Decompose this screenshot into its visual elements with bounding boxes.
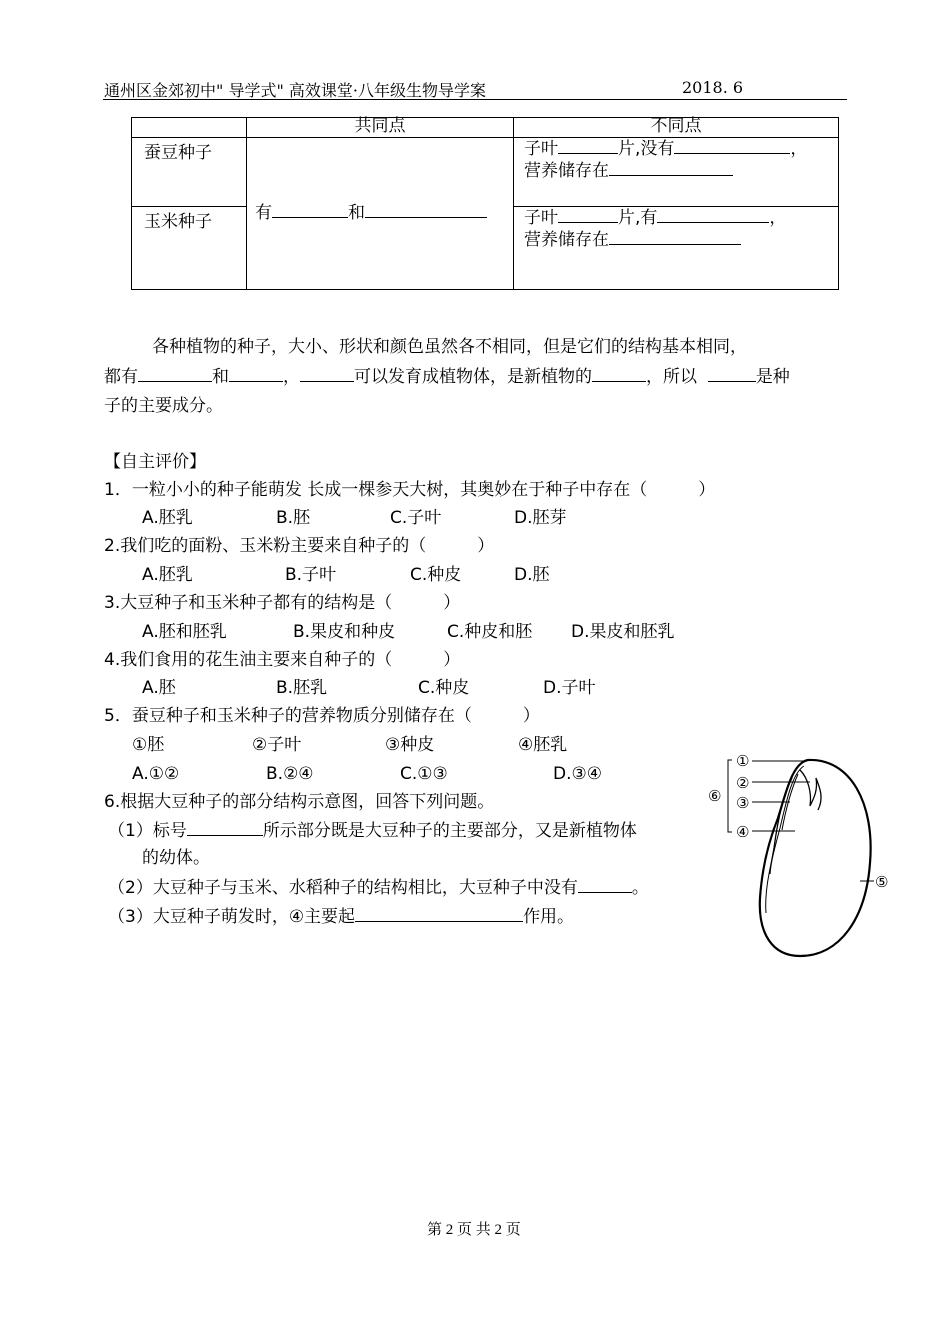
q5-part-1: ①胚 (132, 735, 165, 755)
question-3: 3.大豆种子和玉米种子都有的结构是（ ） (104, 593, 461, 613)
q6-3-blank[interactable] (355, 906, 523, 922)
row-label-broadbean: 蚕豆种子 (132, 138, 247, 207)
plumule (800, 770, 821, 810)
q3-option-a[interactable]: A.胚和胚乳 (142, 622, 227, 642)
q6-1-blank[interactable] (187, 820, 263, 836)
para-blank-1[interactable] (138, 366, 212, 382)
broadbean-cotyledon-count-blank[interactable] (558, 138, 618, 154)
q3-option-c[interactable]: C.种皮和胚 (447, 622, 533, 642)
paragraph-line-1: 各种植物的种子，大小、形状和颜色虽然各不相同，但是它们的结构基本相同， (152, 337, 747, 357)
common-cell: 有 和 (247, 138, 514, 290)
para-blank-3[interactable] (300, 366, 354, 382)
q1-option-d[interactable]: D.胚芽 (514, 508, 567, 528)
col-diff-header: 不同点 (514, 118, 839, 138)
q4-option-d[interactable]: D.子叶 (543, 678, 596, 698)
q3-option-d[interactable]: D.果皮和胚乳 (571, 622, 675, 642)
diff-cell-corn: 子叶 片,有 ， 营养储存在 (514, 207, 839, 290)
seed-coat-outline (760, 760, 871, 956)
label-2: ② (736, 774, 750, 792)
question-1: 1．一粒小小的种子能萌发 长成一棵参天大树，其奥妙在于种子中存在（ ） (104, 480, 716, 500)
table-corner-cell (132, 118, 247, 138)
q6-part-1: （1）标号 所示部分既是大豆种子的主要部分，又是新植物体 (108, 821, 637, 841)
question-4: 4.我们食用的花生油主要来自种子的（ ） (104, 650, 461, 670)
label-1: ① (736, 752, 750, 770)
question-6: 6.根据大豆种子的部分结构示意图，回答下列问题。 (104, 792, 495, 812)
q5-option-d[interactable]: D.③④ (553, 764, 602, 784)
label-5: ⑤ (875, 873, 889, 891)
q6-part-2: （2）大豆种子与玉米、水稻种子的结构相比，大豆种子中没有 。 (108, 878, 649, 898)
bracket (728, 760, 732, 832)
para-blank-4[interactable] (592, 366, 646, 382)
q5-option-a[interactable]: A.①② (132, 764, 180, 784)
q2-option-b[interactable]: B.子叶 (285, 565, 337, 585)
q5-option-b[interactable]: B.②④ (266, 764, 314, 784)
corn-has-blank[interactable] (657, 207, 769, 223)
soybean-seed-diagram (700, 748, 900, 963)
q1-option-a[interactable]: A.胚乳 (142, 508, 193, 528)
para-blank-2[interactable] (229, 366, 283, 382)
q5-part-3: ③种皮 (385, 735, 435, 755)
col-common-header: 共同点 (247, 118, 514, 138)
corn-cotyledon-count-blank[interactable] (558, 207, 618, 223)
paragraph-line-3: 子的主要成分。 (104, 396, 223, 416)
question-5: 5．蚕豆种子和玉米种子的营养物质分别储存在（ ） (104, 706, 540, 726)
q4-option-b[interactable]: B.胚乳 (276, 678, 328, 698)
q4-option-c[interactable]: C.种皮 (418, 678, 470, 698)
common-blank-1[interactable] (272, 202, 348, 218)
q2-option-a[interactable]: A.胚乳 (142, 565, 193, 585)
header-title: 通州区金郊初中" 导学式" 高效课堂·八年级生物导学案 (104, 81, 486, 100)
paragraph-line-2: 都有 和 ， 可以发育成植物体，是新植物的 ，所以 是种 (104, 367, 790, 387)
comparison-table (131, 117, 839, 290)
q5-part-2: ②子叶 (252, 735, 302, 755)
q5-part-4: ④胚乳 (518, 735, 568, 755)
q2-option-d[interactable]: D.胚 (514, 565, 550, 585)
q6-part-1-cont: 的幼体。 (142, 848, 210, 868)
q5-option-c[interactable]: C.①③ (400, 764, 448, 784)
label-3: ③ (736, 794, 750, 812)
q4-option-a[interactable]: A.胚 (142, 678, 176, 698)
para-blank-5[interactable] (708, 366, 756, 382)
q2-option-c[interactable]: C.种皮 (410, 565, 462, 585)
q6-2-blank[interactable] (578, 877, 632, 893)
corn-storage-blank[interactable] (609, 229, 741, 245)
q3-option-b[interactable]: B.果皮和种皮 (293, 622, 396, 642)
label-4: ④ (736, 823, 750, 841)
q1-option-b[interactable]: B.胚 (276, 508, 311, 528)
common-blank-2[interactable] (365, 202, 487, 218)
question-2: 2.我们吃的面粉、玉米粉主要来自种子的（ ） (104, 536, 495, 556)
row-label-corn: 玉米种子 (132, 207, 247, 290)
section-title: 【自主评价】 (104, 452, 206, 472)
q6-part-3: （3）大豆种子萌发时，④主要起 作用。 (108, 907, 575, 927)
page-footer: 第 2 页 共 2 页 (427, 1222, 521, 1238)
label-6: ⑥ (708, 787, 722, 805)
diff-cell-broadbean: 子叶 片,没有 ， 营养储存在 (514, 138, 839, 207)
broadbean-missing-blank[interactable] (674, 138, 790, 154)
header-rule (103, 99, 847, 100)
broadbean-storage-blank[interactable] (609, 160, 733, 176)
q1-option-c[interactable]: C.子叶 (390, 508, 442, 528)
header-date: 2018. 6 (682, 78, 744, 97)
